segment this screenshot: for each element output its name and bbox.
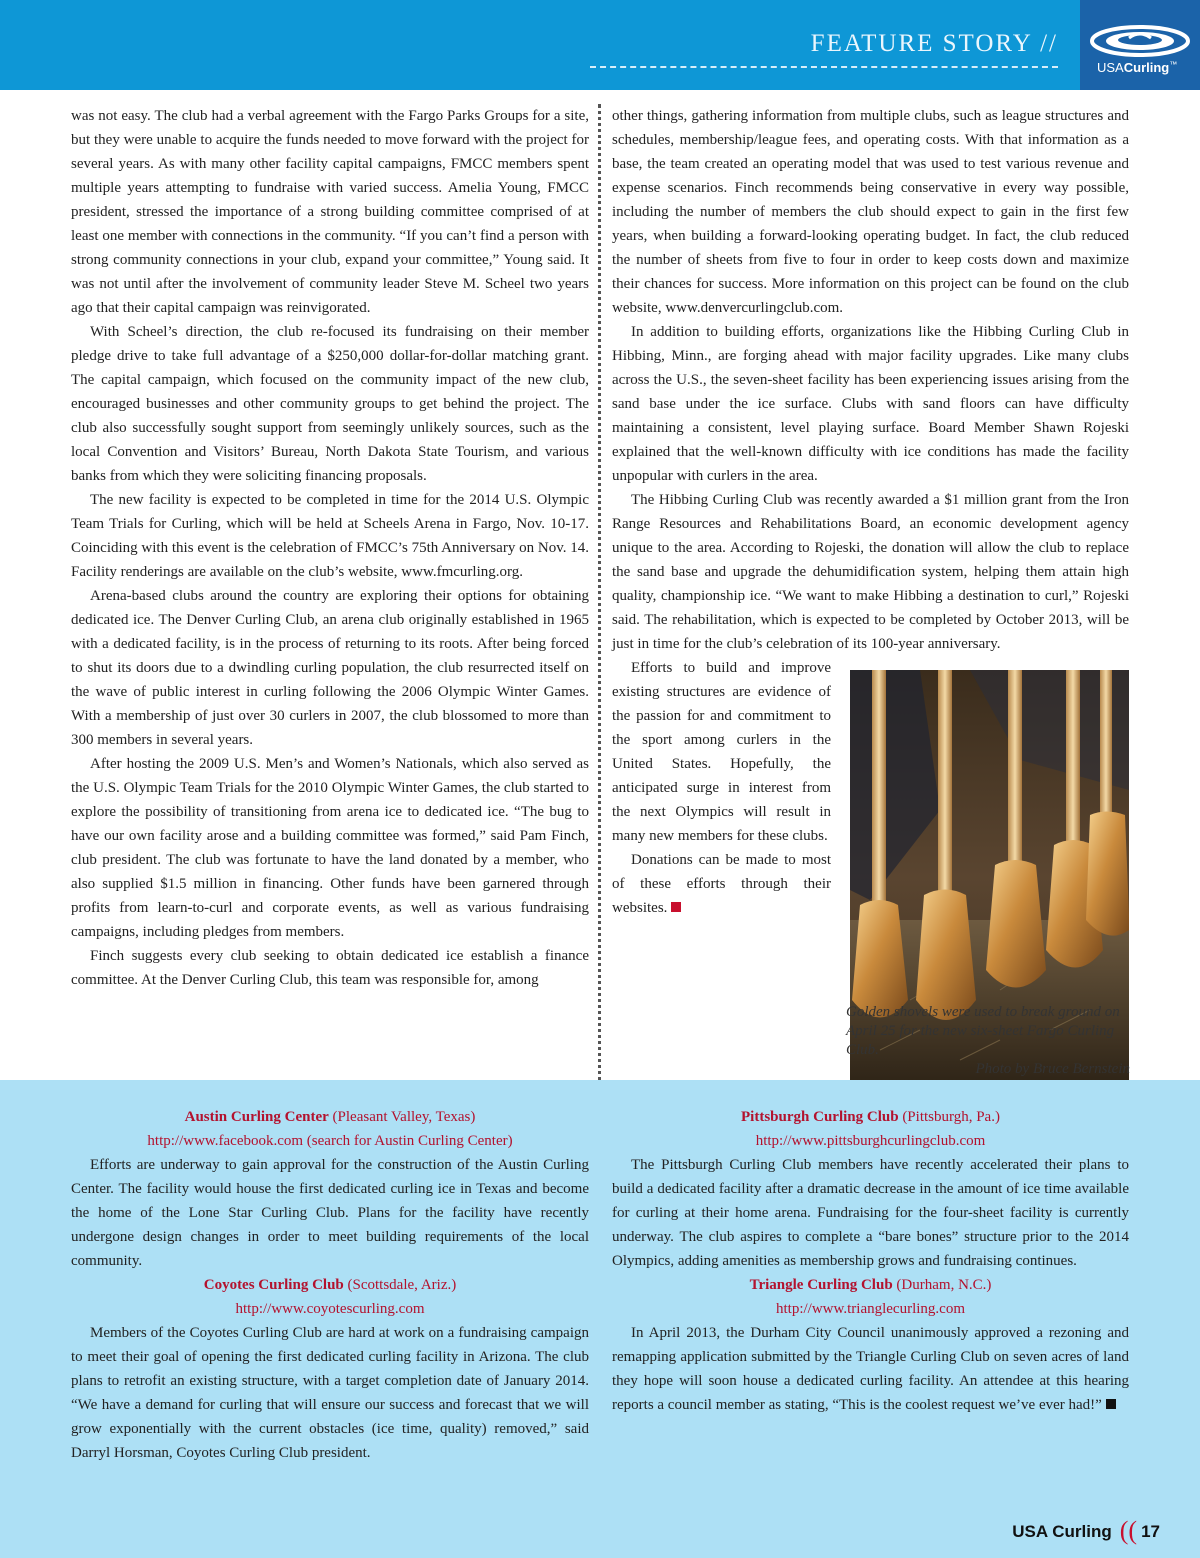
article-paragraph: was not easy. The club had a verbal agreement with the Fargo Parks Groups for a site, but they were unable to acquire the funds needed to move forward with the project for several years. As with many other facility capital campaigns, FMCC members spent multiple years attempting to fundraise with varied success. Amelia Young, FMCC president, stressed the importance of a strong building committee comprised of at least one member with connections in the community. “If you can’t find a person with strong community connections in your club, expand your committee,” Young said. It was not until after the involvement of community leader Steve M. Scheel two years ago that their capital campaign was reinvigorated.	[71, 108, 589, 316]
end-mark-icon	[671, 902, 681, 912]
article-paragraph: With Scheel’s direction, the club re-focused its fundraising on their member pledge drive to take full advantage of a $250,000 dollar-for-dollar matching grant. The capital campaign, which focused on the community impact of the new club, encouraged businesses and other community groups to get behind the project. The club also successfully sought support from seemingly unlikely sources, such as the local Convention and Visitors’ Bureau, North Dakota State Tourism, and various banks from which they were soliciting financing proposals.	[71, 324, 589, 484]
article-paragraph: The new facility is expected to be completed in time for the 2014 U.S. Olympic Team Trials for Curling, which will be held at Scheels Arena in Fargo, Nov. 10-17. Coinciding with this event is the celebration of FMCC’s 75th Anniversary on Nov. 14. Facility renderings are available on the club’s website, www.fmcurling.org.	[71, 492, 589, 580]
end-mark-icon	[1106, 1399, 1116, 1409]
club-description: In April 2013, the Durham City Council unanimously approved a rezoning and remapping application submitted by the Triangle Curling Club on seven acres of land they hope will soon house a dedicated curling facility. An attendee at this hearing reports a council member as stating, “This is the coolest request we’ve ever had!”	[612, 1325, 1129, 1413]
club-heading: Pittsburgh Curling Club (Pittsburgh, Pa.)	[741, 1109, 1000, 1125]
club-url-link[interactable]: http://www.trianglecurling.com	[776, 1301, 965, 1317]
article-paragraph: After hosting the 2009 U.S. Men’s and Women’s Nationals, which also served as the U.S. Olympic Team Trials for the 2010 Olympic Winter Games, the club started to explore the possibility of transitioning from arena ice to dedicated ice. “The bug to have our own facility arose and a building committee was formed,” said Pam Finch, club president. The club was fortunate to have the land donated by a member, who also supplied $1.5 million in financing. Other funds have been garnered through profits from learn-to-curl and corporate events, as well as various fundraising campaigns, including pledges from members.	[71, 756, 589, 940]
club-url-link[interactable]: http://www.facebook.com (search for Austin Curling Center)	[147, 1133, 513, 1149]
photo-caption: Golden shovels were used to break ground on April 25 for the new six-sheet Fargo Curling Club.	[846, 1004, 1120, 1058]
club-description: The Pittsburgh Curling Club members have recently accelerated their plans to build a dedicated facility after a dramatic decrease in the amount of ice time available for curling at their home arena. Fundraising for the four-sheet facility is currently underway. The club aspires to complete a “bare bones” structure prior to the 2014 Olympics, adding amenities as membership grows and fundraising continues.	[612, 1157, 1129, 1269]
section-title: FEATURE STORY //	[810, 30, 1058, 57]
article-paragraph: Finch suggests every club seeking to obtain dedicated ice establish a finance committee. At the Denver Curling Club, this team was responsible for, among	[71, 948, 589, 988]
header-dash-line	[590, 66, 1058, 68]
curling-stone-icon	[1089, 24, 1191, 58]
article-paragraph: Donations can be made to most of these efforts through their websites.	[612, 852, 831, 916]
article-paragraph: Arena-based clubs around the country are exploring their options for obtaining dedicated ice. The Denver Curling Club, an arena club originally established in 1965 with a dedicated facility, is in the process of returning to its roots. After being forced to shut its doors due to a dwindling curling population, the club resurrected itself on the wave of public interest in curling following the 2006 Olympic Winter Games. With a membership of just over 30 curlers in 2007, the club blossomed to more than 300 members in several years.	[71, 588, 589, 748]
article-paragraph: Efforts to build and improve existing structures are evidence of the passion for and commitment to the sport among curlers in the United States. Hopefully, the anticipated surge in interest from the next Olympics will result in many new members for these clubs.	[612, 660, 831, 844]
club-description: Members of the Coyotes Curling Club are hard at work on a fundraising campaign to meet their goal of opening the first dedicated curling facility in Arizona. The club plans to retrofit an existing structure, with a target completion date of January 2014. “We have a demand for curling that will ensure our success and forecast that we will grow exponentially with the current obstacles (ice time, quality) removed,” said Darryl Horsman, Coyotes Curling Club president.	[71, 1325, 589, 1461]
header-bar	[0, 0, 1200, 90]
article-left-column	[71, 104, 589, 992]
logo-wordmark: USACurling™	[1097, 60, 1178, 75]
article-paragraph: The Hibbing Curling Club was recently awarded a $1 million grant from the Iron Range Resources and Rehabilitations Board, an economic development agency unique to the area. According to Rojeski, the donation will allow the club to replace the sand base and upgrade the dehumidification system, helping them attain high quality, championship ice. “We want to make Hibbing a destination to curl,” Rojeski said. The rehabilitation, which is expected to be completed by October 2013, will be just in time for the club’s celebration of its 100-year anniversary.	[612, 492, 1129, 652]
sidebar-left-column	[71, 1105, 589, 1465]
usa-curling-logo	[1080, 0, 1200, 90]
footer-separator: ((	[1119, 1516, 1138, 1545]
article-paragraph: In addition to building efforts, organizations like the Hibbing Curling Club in Hibbing, Minn., are forging ahead with major facility upgrades. Like many clubs across the U.S., the seven-sheet facility has been experiencing issues arising from the sand base under the ice surface. Clubs with sand floors can have difficulty maintaining a consistent, level playing surface. Board Member Shawn Rojeski explained that the well-known difficulty with ice conditions has made the facility unpopular with curlers in the area.	[612, 324, 1129, 484]
page-number: 17	[1141, 1522, 1160, 1541]
page-footer	[1012, 1514, 1160, 1544]
photo-credit: Photo by Bruce Bernstein	[975, 1061, 1130, 1077]
club-url-link[interactable]: http://www.coyotescurling.com	[235, 1301, 425, 1317]
article-paragraph: other things, gathering information from multiple clubs, such as league structures and schedules, membership/league fees, and operating costs. With that information as a base, the team created an operating model that was used to test various revenue and expense scenarios. Finch recommends being conservative in every way possible, including the number of members the club should expect to gain in the first few years, when building a forward-looking operating budget. In fact, the club reduced the number of sheets from five to four in order to keep costs down and maximize their chances for success. More information on this project can be found on the club website, www.denvercurlingclub.com.	[612, 108, 1129, 316]
club-heading: Coyotes Curling Club (Scottsdale, Ariz.)	[203, 1277, 457, 1293]
club-description: Efforts are underway to gain approval for the construction of the Austin Curling Center. The facility would house the first dedicated curling ice in Texas and become the home of the Lone Star Curling Club. Plans for the facility have recently undergone design changes in order to meet building requirements of the local community.	[71, 1157, 589, 1269]
publication-name: USA Curling	[1012, 1522, 1112, 1541]
club-url-link[interactable]: http://www.pittsburghcurlingclub.com	[755, 1133, 986, 1149]
club-heading: Triangle Curling Club (Durham, N.C.)	[749, 1277, 992, 1293]
club-heading: Austin Curling Center (Pleasant Valley, Texas)	[184, 1109, 476, 1125]
article-right-column	[612, 104, 1129, 1092]
sidebar-right-column	[612, 1105, 1129, 1417]
